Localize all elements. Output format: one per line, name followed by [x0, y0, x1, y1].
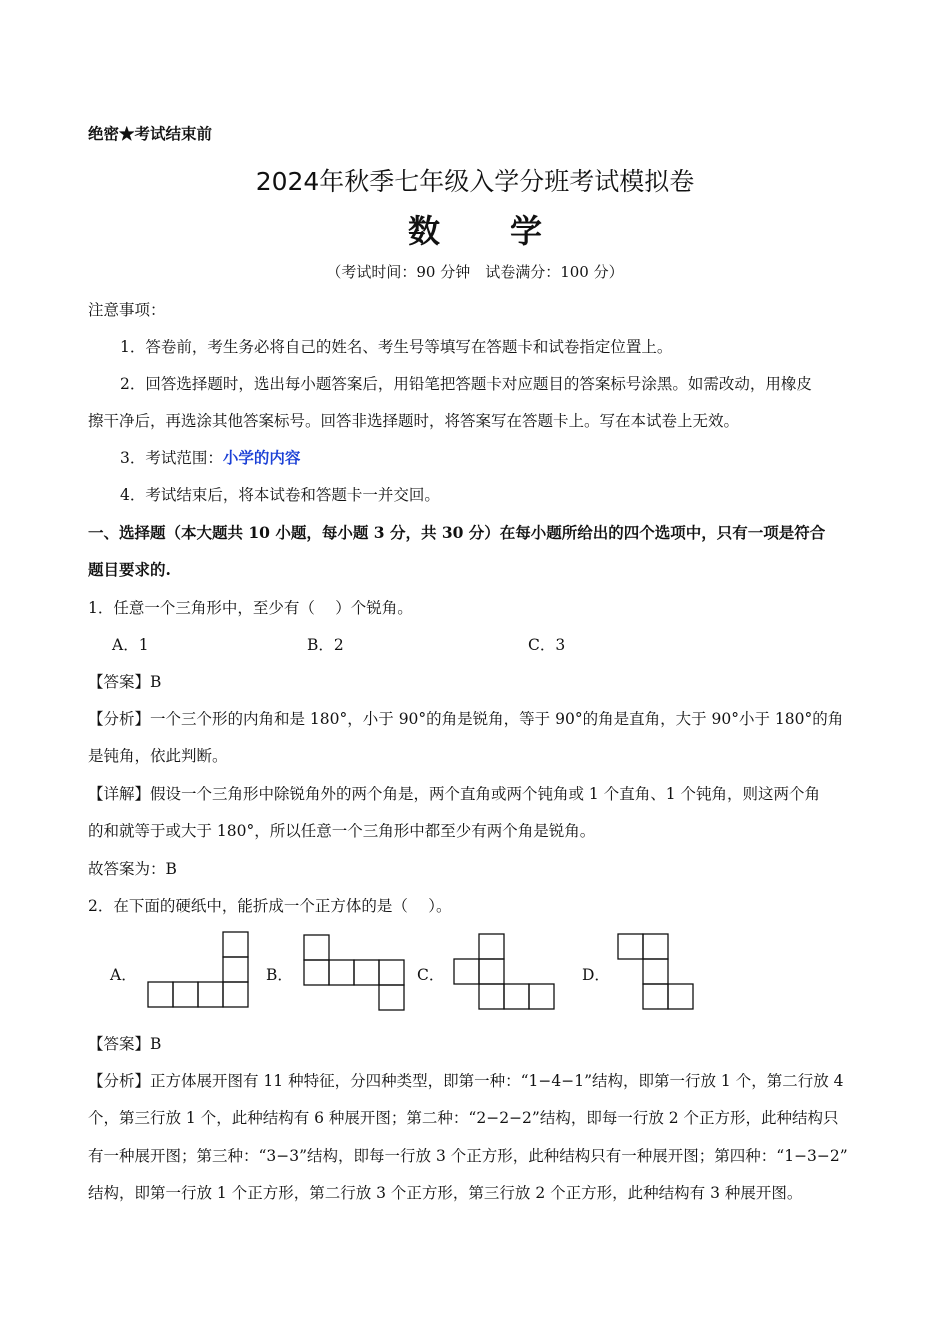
question-2-option-c-label: C． [417, 966, 445, 984]
question-2-analysis-line-1: 【分析】正方体展开图有 11 种特征，分四种类型，即第一种：“1−4−1”结构，即第一行放 1 个，第二行放 4 [88, 1072, 844, 1090]
net-c-square [479, 934, 504, 959]
question-2-option-a-label: A． [110, 966, 137, 984]
notice-item-3 [120, 446, 300, 468]
net-a-square [148, 982, 173, 1007]
net-d-square [618, 934, 643, 959]
question-1-analysis-line-1: 【分析】一个三个形的内角和是 180°，小于 90°的角是锐角，等于 90°的角是直角，大于 90°小于 180°的角 [88, 710, 844, 728]
net-d-square [643, 984, 668, 1009]
question-2-option-d-label: D． [582, 966, 610, 984]
net-a-square [223, 957, 248, 982]
net-c-square [479, 959, 504, 984]
net-a-square [198, 982, 223, 1007]
net-d-square [643, 934, 668, 959]
question-1-detail-line-1: 【详解】假设一个三角形中除锐角外的两个角是，两个直角或两个钝角或 1 个直角、1 个钝角，则这两个角 [88, 785, 821, 803]
net-a-square [223, 982, 248, 1007]
net-b-square [329, 960, 354, 985]
question-1-conclusion: 故答案为：B [88, 860, 177, 878]
net-b-square [379, 985, 404, 1010]
net-b-square [304, 935, 329, 960]
net-b-square [304, 960, 329, 985]
exam-title: 2024年秋季七年级入学分班考试模拟卷 [255, 167, 695, 196]
section-1-heading-line-2: 题目要求的. [88, 560, 171, 579]
net-d-square [643, 959, 668, 984]
secret-label: 绝密★考试结束前 [88, 124, 213, 143]
question-1-stem: 1．任意一个三角形中，至少有（ ）个锐角。 [88, 599, 413, 617]
question-2-answer: 【答案】B [88, 1035, 162, 1053]
net-c-square [479, 984, 504, 1009]
question-2-analysis-line-3: 有一种展开图；第三种：“3−3”结构，即每一行放 3 个正方形，此种结构只有一种展开图；第四种：“1−3−2” [88, 1147, 848, 1165]
subject-title: 数学 [407, 212, 612, 250]
notice-heading: 注意事项： [88, 301, 166, 319]
question-1-option-c: C．3 [528, 636, 566, 654]
question-2-stem: 2．在下面的硬纸中，能折成一个正方体的是（ ）。 [88, 897, 452, 915]
net-b-square [379, 960, 404, 985]
notice-item-3-prefix: 3．考试范围： [120, 449, 223, 467]
question-2-analysis-line-4: 结构，即第一行放 1 个正方形，第二行放 3 个正方形，第三行放 2 个正方形，此种结构有 3 种展开图。 [88, 1184, 803, 1202]
question-1-answer: 【答案】B [88, 673, 162, 691]
notice-item-4: 4．考试结束后，将本试卷和答题卡一并交回。 [120, 486, 440, 504]
net-option-a [146, 930, 252, 1012]
section-1-heading-line-1: 一、选择题（本大题共 10 小题，每小题 3 分，共 30 分）在每小题所给出的四个选项中，只有一项是符合 [88, 523, 826, 542]
exam-info: （考试时间：90 分钟 试卷满分：100 分） [326, 263, 624, 281]
net-option-d [616, 932, 698, 1014]
net-c-square [529, 984, 554, 1009]
net-b-square [354, 960, 379, 985]
net-c-square [504, 984, 529, 1009]
notice-item-2-line-1: 2．回答选择题时，选出每小题答案后，用铅笔把答题卡对应题目的答案标号涂黑。如需改动，用橡皮 [120, 375, 812, 393]
net-c-square [454, 959, 479, 984]
question-1-analysis-line-2: 是钝角，依此判断。 [88, 747, 228, 765]
notice-item-1: 1．答卷前，考生务必将自己的姓名、考生号等填写在答题卡和试卷指定位置上。 [120, 338, 673, 356]
net-a-square [223, 932, 248, 957]
net-option-c [452, 932, 558, 1014]
notice-item-2-line-2: 擦干净后，再选涂其他答案标号。回答非选择题时，将答案写在答题卡上。写在本试卷上无效。 [88, 412, 740, 430]
question-1-detail-line-2: 的和就等于或大于 180°，所以任意一个三角形中都至少有两个角是锐角。 [88, 822, 596, 840]
net-d-square [668, 984, 693, 1009]
question-2-option-b-label: B． [266, 966, 293, 984]
net-option-b [302, 933, 408, 1015]
question-1-option-b: B．2 [307, 636, 344, 654]
question-1-option-a: A．1 [112, 636, 149, 654]
exam-scope: 小学的内容 [222, 448, 301, 467]
question-2-analysis-line-2: 个，第三行放 1 个，此种结构有 6 种展开图；第二种：“2−2−2”结构，即每一行放 2 个正方形，此种结构只 [88, 1109, 839, 1127]
net-a-square [173, 982, 198, 1007]
